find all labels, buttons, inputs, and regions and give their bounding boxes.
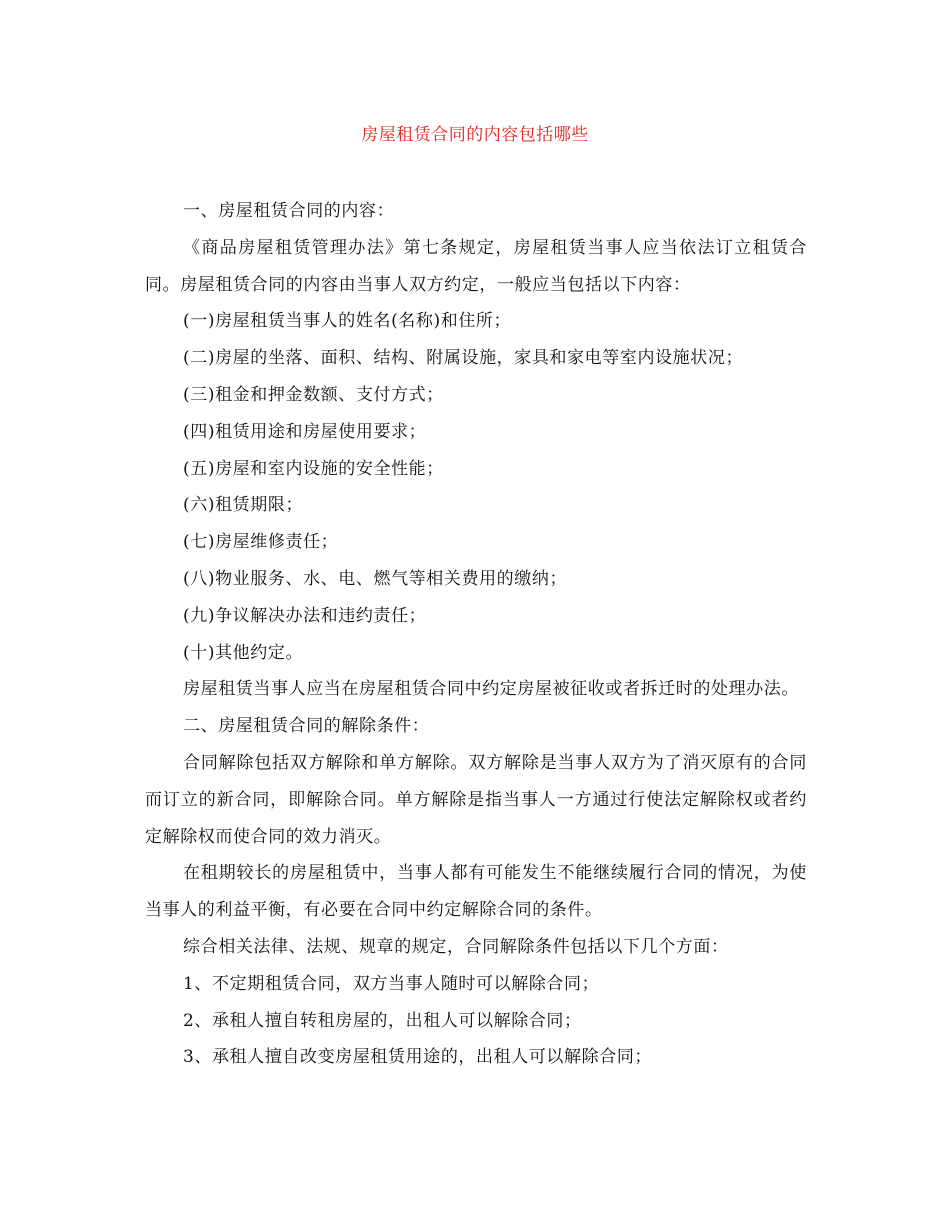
list-item: 2、承租人擅自转租房屋的，出租人可以解除合同；: [183, 1010, 582, 1031]
paragraph: 房屋租赁当事人应当在房屋租赁合同中约定房屋被征收或者拆迁时的处理办法。: [183, 679, 799, 700]
list-item: (七)房屋维修责任；: [183, 532, 339, 553]
list-item: 1、不定期租赁合同，双方当事人随时可以解除合同；: [183, 973, 600, 994]
list-item: (八)物业服务、水、电、燃气等相关费用的缴纳；: [183, 568, 568, 589]
section-heading-termination: 二、房屋租赁合同的解除条件：: [183, 716, 430, 737]
section-heading-content: 一、房屋租赁合同的内容：: [183, 201, 395, 221]
list-item: 3、承租人擅自改变房屋租赁用途的，出租人可以解除合同；: [183, 1047, 653, 1068]
paragraph: 《商品房屋租赁管理办法》第七条规定，房屋租赁当事人应当依法订立租赁合同。房屋租赁合同的内容由当事人双方约定，一般应当包括以下内容：: [145, 237, 807, 295]
list-item: (四)租赁用途和房屋使用要求；: [183, 421, 427, 442]
paragraph: 合同解除包括双方解除和单方解除。双方解除是当事人双方为了消灭原有的合同而订立的新合同，即解除合同。单方解除是指当事人一方通过行使法定解除权或者约定解除权而使合同的效力消灭。: [145, 752, 807, 847]
list-item: (九)争议解决办法和违约责任；: [183, 605, 427, 626]
list-item: (三)租金和押金数额、支付方式；: [183, 384, 444, 405]
list-item: (六)租赁期限；: [183, 495, 304, 516]
document-body: [145, 193, 807, 1076]
paragraph: 综合相关法律、法规、规章的规定，合同解除条件包括以下几个方面：: [183, 936, 729, 957]
list-item: (一)房屋租赁当事人的姓名(名称)和住所；: [183, 311, 512, 332]
list-item: (十)其他约定。: [183, 642, 304, 663]
list-item: (二)房屋的坐落、面积、结构、附属设施，家具和家电等室内设施状况；: [183, 348, 744, 369]
document-title: 房屋租赁合同的内容包括哪些: [361, 125, 589, 145]
paragraph: 在租期较长的房屋租赁中，当事人都有可能发生不能继续履行合同的情况，为使当事人的利益平衡，有必要在合同中约定解除合同的条件。: [145, 863, 807, 921]
list-item: (五)房屋和室内设施的安全性能；: [183, 458, 444, 479]
